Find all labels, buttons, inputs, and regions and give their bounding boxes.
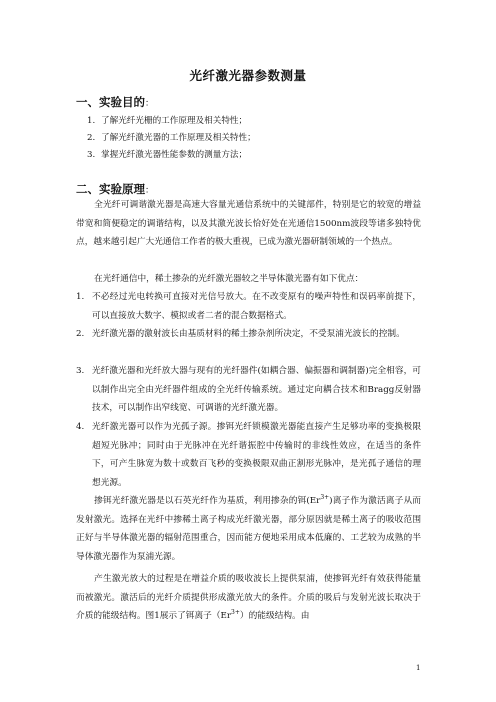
paragraph: 全光纤可调谐激光器是高速大容量光通信系统中的关键部件，特别是它的较宽的增益带宽和简便稳定的调谐结构，以及其激光波长恰好处在光通信1500nm波段等诸多独特优点，越来越引起广大光通信工作者的极大重视，已成为激光器研制领域的一个热点。 [76, 200, 421, 247]
list-item: 1. 不必经过光电转换可直接对光信号放大。在不改变原有的噪声特性和误码率前提下，可以直接放大数字、模拟或者二者的混合数据格式。 [76, 292, 421, 321]
list-item: 1. 了解光纤光栅的工作原理及相关特性； [87, 116, 248, 126]
document-title: 光纤激光器参数测量 [189, 68, 307, 83]
list-item: 3. 掌握光纤激光器性能参数的测量方法； [87, 150, 248, 160]
paragraph: 掺铒光纤激光器是以石英光纤作为基质，利用掺杂的铒$(Er^{3+})$离子作为激活离子从而发射激光。选择在光纤中掺稀土离子构成光纤激光器，部分原因就是稀土离子的吸收范围正好与半导体激光器的辐射范围重合，因而能方便地采用成本低廉的、工艺较为成熟的半导体激光器作为泵浦光源。 [76, 494, 422, 562]
paragraph: 产生激光放大的过程是在增益介质的吸收波长上提供泵浦，使掺铒光纤有效获得能量而被激光。激活后的光纤介质提供形成激光放大的条件。介质的吸后与发射光波长取决于介质的能级结构。图1展示了铒离子$(Er^{3+})$的能级结构。由 [76, 574, 421, 621]
page-number: 1 [416, 664, 421, 672]
list-item: 3. 光纤激光器和光纤放大器与现有的光纤器件(如耦合器、偏振器和调制器)完全相容，可以制作出完全由光纤器件组成的全光纤传输系统。通过定向耦合技术和Bragg反射器技术，可以制作出窄线宽、可调谐的光纤激光器。 [76, 366, 421, 413]
list-item: 4. 光纤激光器可以作为光孤子源。掺铒光纤锁模激光器能直接产生足够功率的变换极限超短光脉冲；同时由于光脉冲在光纤谐振腔中传输时的非线性效应，在适当的条件下，可产生脉宽为数十或数百飞秒的变换极限双曲正割形光脉冲，是光孤子通信的理想光源。 [76, 422, 421, 488]
list-item: 2. 了解光纤激光器的工作原理及相关特性； [87, 133, 256, 143]
section-heading-principles: 二、实验原理： [76, 182, 155, 196]
section-heading-objectives: 一、实验目的： [76, 95, 155, 109]
paragraph: 在光纤通信中，稀土掺杂的光纤激光器较之半导体激光器有如下优点： [94, 274, 364, 284]
list-item: 2. 光纤激光器的激射波长由基质材料的稀土掺杂剂所决定，不受泵浦光波长的控制。 [76, 329, 405, 339]
